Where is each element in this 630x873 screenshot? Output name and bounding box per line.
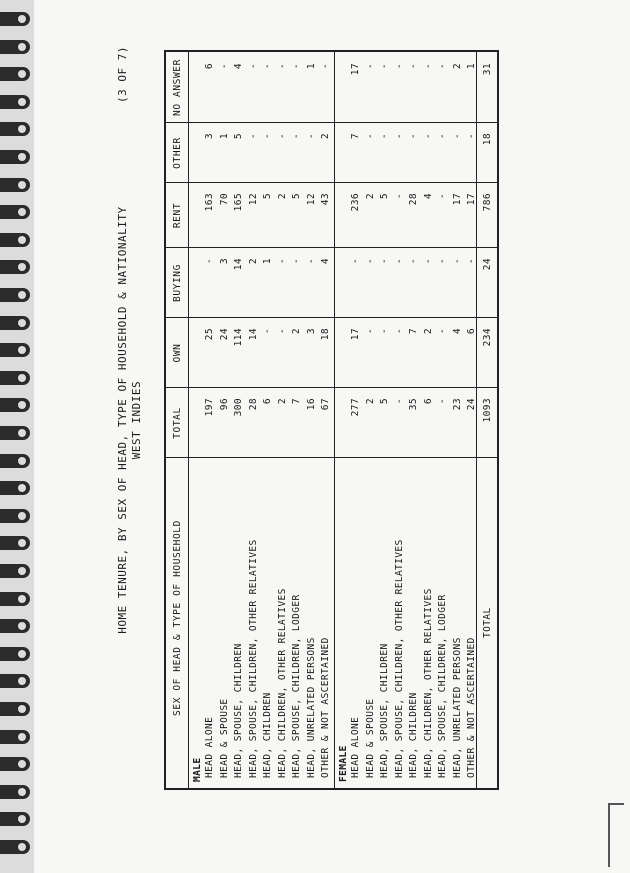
- header-buying: BUYING: [172, 264, 183, 302]
- binding-ring: [0, 840, 30, 854]
- table-cell-other: -: [451, 133, 463, 140]
- table-subtitle: WEST INDIES: [130, 380, 143, 460]
- table-cell-no-answer: -: [276, 63, 288, 70]
- binding-ring: [0, 122, 30, 136]
- document-page: [34, 0, 630, 873]
- table-cell-own: -: [393, 328, 405, 335]
- table-cell-own: 25: [204, 328, 215, 341]
- binding-ring: [0, 398, 30, 412]
- binding-ring: [0, 426, 30, 440]
- binding-ring: [0, 481, 30, 495]
- binding-ring: [0, 233, 30, 247]
- total-row-other: 18: [482, 133, 493, 146]
- table-cell-buying: -: [422, 258, 434, 265]
- tenure-table: [164, 50, 499, 790]
- table-cell-total: 35: [408, 398, 419, 411]
- binding-ring: [0, 730, 30, 744]
- table-cell-total: 6: [422, 398, 434, 405]
- table-cell-no-answer: 2: [451, 63, 463, 70]
- table-cell-rent: 17: [451, 193, 463, 206]
- total-row-buying: 24: [482, 258, 493, 271]
- table-cell-type: OTHER & NOT ASCERTAINED: [466, 637, 477, 778]
- table-cell-type: HEAD, SPOUSE, CHILDREN, OTHER RELATIVES: [393, 539, 405, 778]
- header-rent: RENT: [172, 202, 183, 229]
- table-cell-other: 2: [320, 133, 331, 140]
- table-cell-own: 24: [218, 328, 230, 341]
- header-own: OWN: [172, 343, 183, 363]
- table-cell-type: HEAD, UNRELATED PERSONS: [305, 637, 317, 778]
- binding-ring: [0, 316, 30, 330]
- binding-ring: [0, 812, 30, 826]
- table-cell-buying: -: [437, 258, 448, 265]
- table-cell-buying: -: [408, 258, 419, 265]
- table-cell-type: HEAD ALONE: [204, 716, 215, 778]
- group-label-female: FEMALE: [338, 745, 349, 782]
- table-cell-total: 197: [204, 398, 215, 417]
- table-cell-buying: -: [393, 258, 405, 265]
- header-divider: [188, 52, 189, 788]
- binding-ring: [0, 536, 30, 550]
- binding-ring: [0, 647, 30, 661]
- table-cell-buying: 3: [218, 258, 230, 265]
- table-cell-total: 2: [364, 398, 376, 405]
- table-cell-rent: 70: [218, 193, 230, 206]
- table-cell-other: -: [408, 133, 419, 140]
- table-cell-total: 5: [379, 398, 390, 405]
- table-cell-buying: -: [291, 258, 302, 265]
- table-cell-no-answer: 1: [305, 63, 317, 70]
- binding-ring: [0, 205, 30, 219]
- table-cell-buying: -: [466, 258, 477, 265]
- binding-ring: [0, 178, 30, 192]
- table-cell-own: -: [276, 328, 288, 335]
- header-other: OTHER: [172, 137, 183, 169]
- table-cell-no-answer: 6: [204, 63, 215, 70]
- table-cell-no-answer: -: [247, 63, 259, 70]
- binding-ring: [0, 702, 30, 716]
- table-cell-own: 17: [350, 328, 361, 341]
- table-cell-rent: 12: [247, 193, 259, 206]
- binding-ring: [0, 260, 30, 274]
- table-cell-other: 7: [350, 133, 361, 140]
- table-cell-buying: -: [204, 258, 215, 265]
- table-cell-own: -: [437, 328, 448, 335]
- table-cell-buying: -: [364, 258, 376, 265]
- table-cell-type: OTHER & NOT ASCERTAINED: [320, 637, 331, 778]
- table-cell-total: 2: [276, 398, 288, 405]
- table-cell-buying: -: [350, 258, 361, 265]
- table-cell-rent: 163: [204, 193, 215, 212]
- table-cell-buying: 2: [247, 258, 259, 265]
- binding-ring: [0, 150, 30, 164]
- page-indicator: (3 OF 7): [116, 46, 129, 103]
- table-cell-type: HEAD, SPOUSE, CHILDREN, OTHER RELATIVES: [247, 539, 259, 778]
- table-cell-type: HEAD, SPOUSE, CHILDREN, LODGER: [291, 594, 302, 778]
- table-cell-other: -: [364, 133, 376, 140]
- table-cell-total: 277: [350, 398, 361, 417]
- table-cell-rent: 5: [379, 193, 390, 200]
- table-cell-rent: 17: [466, 193, 477, 206]
- binding-ring: [0, 40, 30, 54]
- binding-ring: [0, 674, 30, 688]
- header-type: SEX OF HEAD & TYPE OF HOUSEHOLD: [172, 520, 183, 716]
- table-cell-total: 23: [451, 398, 463, 411]
- table-cell-other: -: [393, 133, 405, 140]
- table-cell-buying: 4: [320, 258, 331, 265]
- table-cell-other: -: [262, 133, 273, 140]
- table-cell-rent: 5: [262, 193, 273, 200]
- table-cell-other: -: [422, 133, 434, 140]
- table-cell-type: HEAD & SPOUSE: [364, 698, 376, 778]
- total-row-no-answer: 31: [482, 63, 493, 76]
- table-cell-buying: -: [379, 258, 390, 265]
- table-cell-total: 96: [218, 398, 230, 411]
- table-cell-type: HEAD, SPOUSE, CHILDREN, LODGER: [437, 594, 448, 778]
- table-cell-buying: 1: [262, 258, 273, 265]
- table-cell-rent: 5: [291, 193, 302, 200]
- table-cell-no-answer: 1: [466, 63, 477, 70]
- table-cell-other: 3: [204, 133, 215, 140]
- table-cell-own: 14: [247, 328, 259, 341]
- table-cell-other: -: [305, 133, 317, 140]
- table-cell-no-answer: -: [262, 63, 273, 70]
- table-cell-other: -: [379, 133, 390, 140]
- table-cell-rent: -: [393, 193, 405, 200]
- table-cell-buying: -: [305, 258, 317, 265]
- binding-ring: [0, 454, 30, 468]
- table-cell-rent: 43: [320, 193, 331, 206]
- table-cell-buying: -: [451, 258, 463, 265]
- binding-ring: [0, 564, 30, 578]
- table-cell-rent: 2: [276, 193, 288, 200]
- table-cell-other: -: [247, 133, 259, 140]
- header-no-answer: NO ANSWER: [172, 59, 183, 116]
- table-cell-no-answer: -: [364, 63, 376, 70]
- table-cell-rent: 12: [305, 193, 317, 206]
- table-cell-other: -: [291, 133, 302, 140]
- table-cell-total: 16: [305, 398, 317, 411]
- binding-ring: [0, 592, 30, 606]
- table-cell-own: 18: [320, 328, 331, 341]
- binding-ring: [0, 785, 30, 799]
- binding-ring: [0, 343, 30, 357]
- table-cell-type: HEAD, CHILDREN: [262, 692, 273, 778]
- table-cell-buying: -: [276, 258, 288, 265]
- binding-ring: [0, 509, 30, 523]
- table-cell-type: HEAD, SPOUSE, CHILDREN: [233, 643, 244, 778]
- table-cell-no-answer: -: [218, 63, 230, 70]
- table-cell-type: HEAD, UNRELATED PERSONS: [451, 637, 463, 778]
- table-cell-rent: 2: [364, 193, 376, 200]
- table-cell-rent: 165: [233, 193, 244, 212]
- table-cell-buying: 14: [233, 258, 244, 271]
- corner-mark: [608, 803, 624, 867]
- table-cell-own: 4: [451, 328, 463, 335]
- spiral-binding: [0, 0, 34, 873]
- total-row-total: 1093: [482, 398, 493, 423]
- table-cell-type: HEAD, SPOUSE, CHILDREN: [379, 643, 390, 778]
- table-cell-total: 24: [466, 398, 477, 411]
- table-cell-type: HEAD, CHILDREN: [408, 692, 419, 778]
- table-cell-no-answer: -: [408, 63, 419, 70]
- table-cell-own: 3: [305, 328, 317, 335]
- binding-ring: [0, 67, 30, 81]
- table-cell-type: HEAD, CHILDREN, OTHER RELATIVES: [276, 588, 288, 778]
- table-cell-type: HEAD & SPOUSE: [218, 698, 230, 778]
- table-cell-type: HEAD ALONE: [350, 716, 361, 778]
- table-cell-type: HEAD, CHILDREN, OTHER RELATIVES: [422, 588, 434, 778]
- group-label-male: MALE: [192, 757, 203, 782]
- table-cell-own: 114: [233, 328, 244, 347]
- binding-ring: [0, 95, 30, 109]
- binding-ring: [0, 757, 30, 771]
- total-row-rent: 786: [482, 193, 493, 212]
- table-cell-total: 67: [320, 398, 331, 411]
- table-cell-no-answer: -: [393, 63, 405, 70]
- table-cell-rent: 28: [408, 193, 419, 206]
- table-cell-total: 28: [247, 398, 259, 411]
- table-cell-no-answer: 4: [233, 63, 244, 70]
- table-cell-own: -: [379, 328, 390, 335]
- binding-ring: [0, 371, 30, 385]
- table-cell-total: 6: [262, 398, 273, 405]
- table-cell-no-answer: -: [320, 63, 331, 70]
- rotated-table-content: [114, 40, 574, 800]
- table-title: HOME TENURE, BY SEX OF HEAD, TYPE OF HOUSEHOLD & NATIONALITY: [116, 206, 129, 634]
- table-cell-own: 2: [291, 328, 302, 335]
- table-cell-rent: 4: [422, 193, 434, 200]
- table-cell-own: 6: [466, 328, 477, 335]
- table-cell-other: -: [276, 133, 288, 140]
- binding-ring: [0, 288, 30, 302]
- table-cell-other: 5: [233, 133, 244, 140]
- table-cell-other: -: [437, 133, 448, 140]
- table-cell-own: -: [262, 328, 273, 335]
- table-cell-rent: -: [437, 193, 448, 200]
- table-cell-total: -: [437, 398, 448, 405]
- table-cell-own: 2: [422, 328, 434, 335]
- table-cell-other: -: [466, 133, 477, 140]
- table-cell-no-answer: -: [422, 63, 434, 70]
- binding-ring: [0, 619, 30, 633]
- table-cell-no-answer: 17: [350, 63, 361, 76]
- header-total: TOTAL: [172, 407, 183, 439]
- table-cell-other: 1: [218, 133, 230, 140]
- total-row-label: TOTAL: [482, 607, 493, 638]
- total-row-own: 234: [482, 328, 493, 347]
- table-cell-no-answer: -: [379, 63, 390, 70]
- table-cell-own: -: [364, 328, 376, 335]
- table-cell-own: 7: [408, 328, 419, 335]
- table-cell-no-answer: -: [437, 63, 448, 70]
- table-cell-total: 300: [233, 398, 244, 417]
- binding-ring: [0, 12, 30, 26]
- group-divider: [334, 52, 335, 788]
- table-cell-total: -: [393, 398, 405, 405]
- table-cell-total: 7: [291, 398, 302, 405]
- table-cell-rent: 236: [350, 193, 361, 212]
- table-cell-no-answer: -: [291, 63, 302, 70]
